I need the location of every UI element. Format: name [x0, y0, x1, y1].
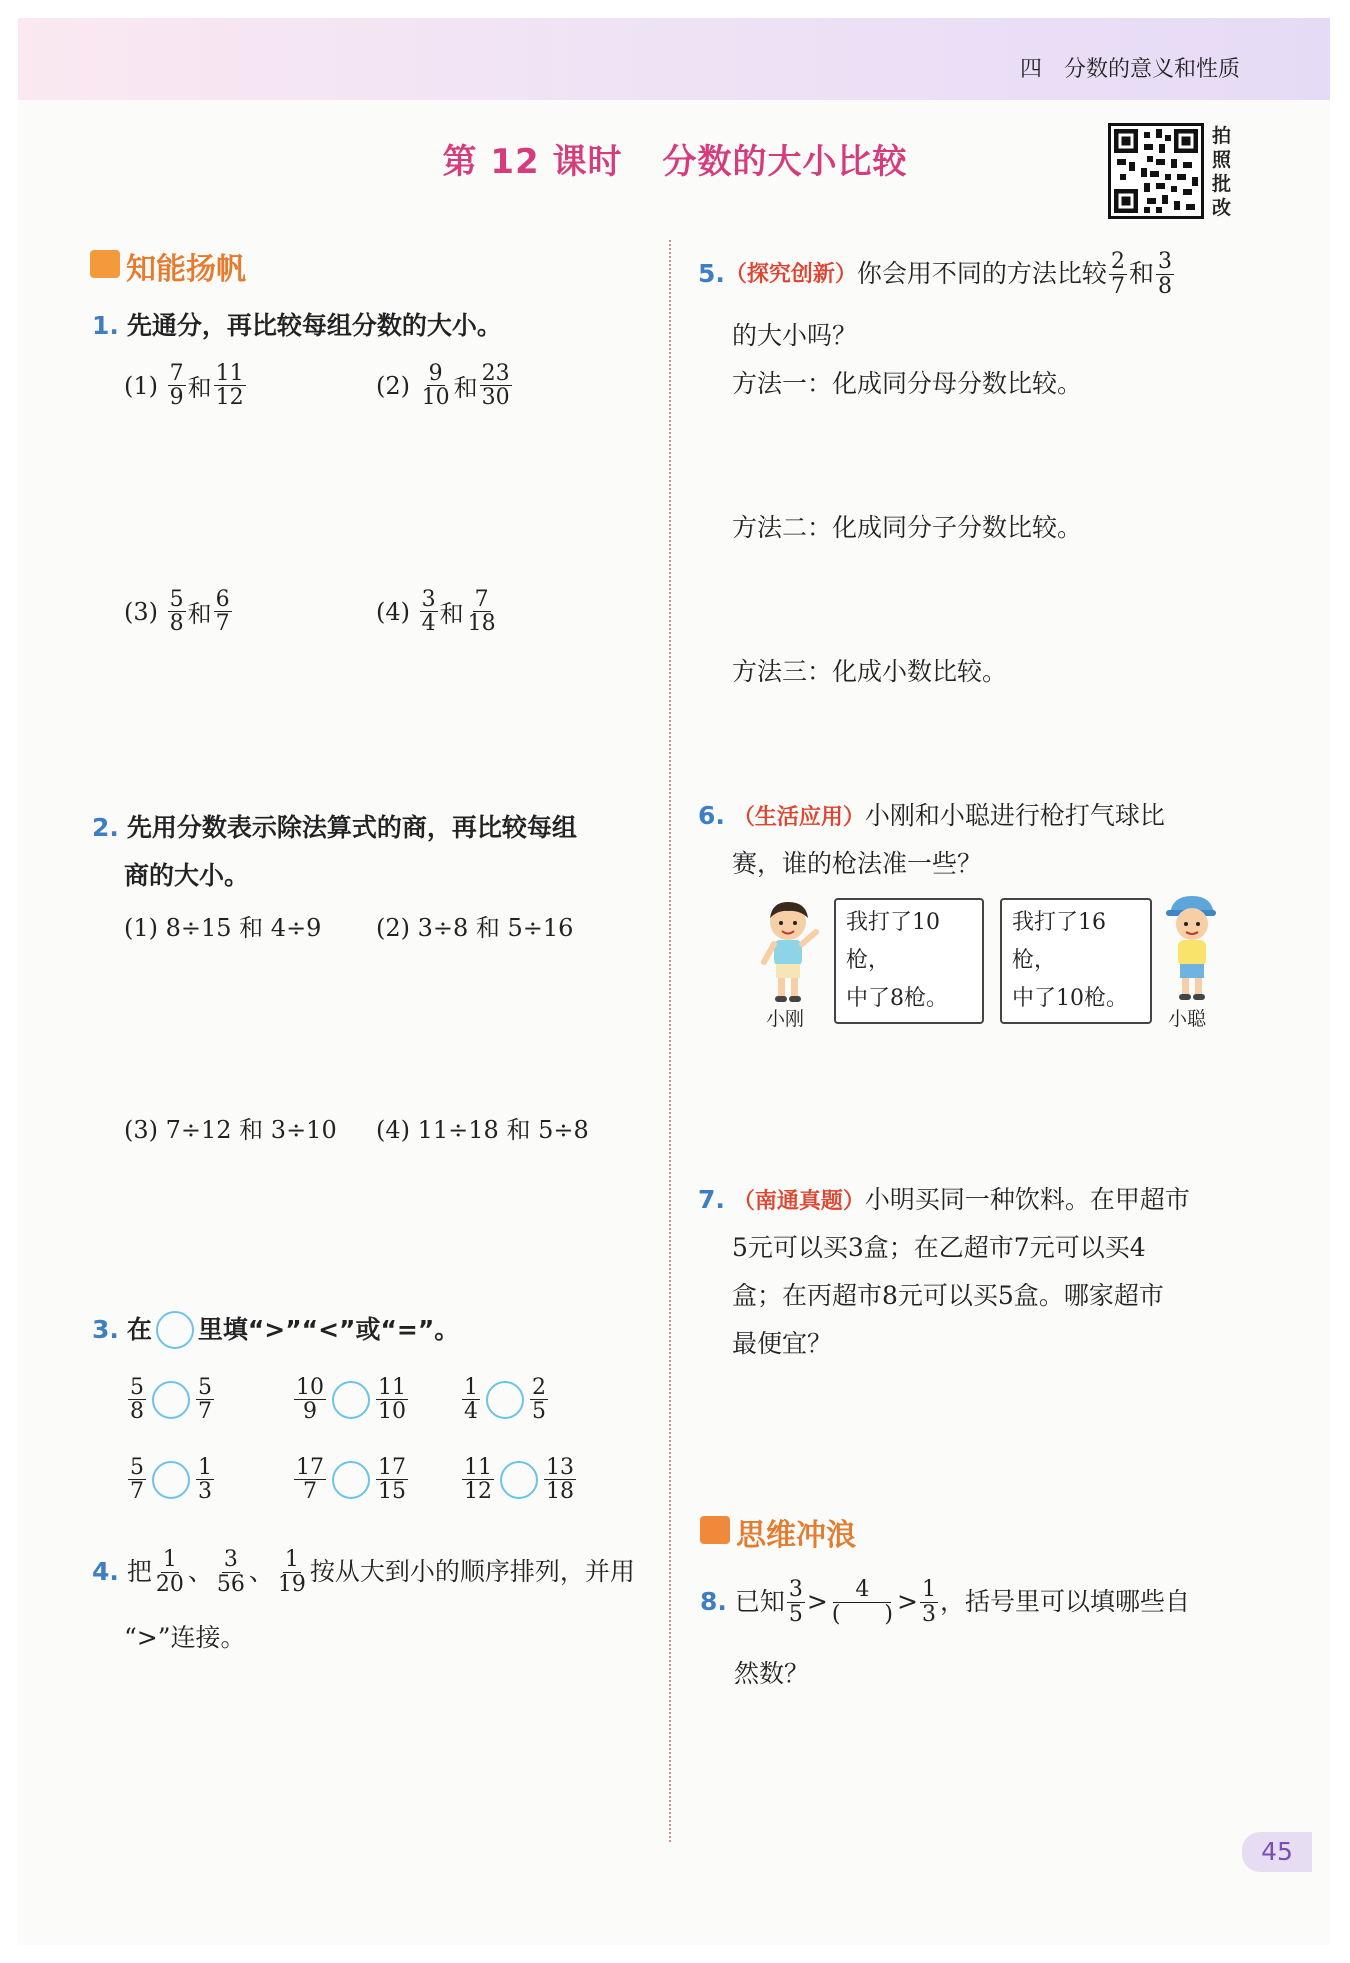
numerator: 1 [921, 1577, 936, 1603]
fraction [214, 588, 232, 635]
q1-item-4 [376, 588, 500, 635]
fraction [376, 1456, 408, 1503]
q1-prompt [92, 302, 502, 350]
section-thinking-title: 思维冲浪 [736, 1518, 856, 1553]
denominator: 8 [169, 611, 184, 637]
q6-prompt [698, 792, 1165, 841]
q3-prompt [92, 1306, 459, 1354]
denominator: 19 [277, 1571, 306, 1597]
numerator: 17 [378, 1455, 406, 1480]
speech-bubble-xiaocong [1000, 898, 1152, 1024]
compare-blank[interactable] [332, 1461, 370, 1499]
q2-number: 2. [92, 813, 119, 842]
and-word: 和 [439, 600, 464, 629]
denominator: 7 [215, 611, 230, 637]
answer-circle-icon [156, 1311, 194, 1349]
q3-post: 里填“>”“<”或“=”。 [197, 1315, 460, 1344]
item-label: (3) [124, 597, 158, 626]
numerator: 10 [296, 1375, 324, 1400]
numerator: 1 [284, 1547, 299, 1573]
q8-line2: 然数？ [734, 1659, 810, 1688]
page-number: 45 [1242, 1832, 1312, 1872]
q7-number: 7. [698, 1185, 725, 1214]
denominator: 10 [378, 1399, 406, 1425]
q3-number: 3. [92, 1315, 119, 1344]
compare-blank[interactable] [152, 1381, 190, 1419]
item-label: (1) [124, 371, 158, 400]
numerator: 2 [1110, 249, 1125, 275]
q2-prompt [92, 804, 577, 852]
numerator: 5 [130, 1455, 144, 1480]
fraction [462, 1456, 494, 1503]
denominator: 3 [198, 1479, 212, 1505]
fraction [128, 1456, 146, 1503]
q8-prompt [700, 1578, 1190, 1626]
fraction [544, 1456, 576, 1503]
qr-label-char: 改 [1212, 197, 1232, 219]
numerator: 5 [198, 1375, 212, 1400]
fraction [154, 1548, 186, 1595]
lesson-number: 第 12 课时 [442, 142, 623, 182]
fraction [787, 1578, 805, 1625]
q3-pair-5 [292, 1456, 410, 1503]
denominator: 9 [169, 385, 184, 411]
fraction [1156, 250, 1174, 297]
q6-text: 小刚和小聪进行枪打气球比 [864, 801, 1165, 830]
sail-icon [90, 250, 120, 278]
q1-text: 先通分，再比较每组分数的大小。 [126, 311, 502, 340]
q6-number: 6. [698, 801, 725, 830]
q7-line4: 最便宜？ [732, 1329, 833, 1358]
denominator: 18 [467, 611, 496, 637]
bubble-line: 我打了10枪， [846, 910, 940, 973]
q3-pair-3 [460, 1376, 550, 1423]
q3-pair-2 [292, 1376, 410, 1423]
q6-tag: （生活应用） [732, 804, 865, 830]
numerator: 2 [532, 1375, 546, 1400]
qr-label-char: 照 [1212, 149, 1232, 171]
denominator: 15 [378, 1479, 406, 1505]
denominator: 56 [216, 1571, 245, 1597]
section-basic-title: 知能扬帆 [126, 252, 246, 287]
denominator: 7 [1110, 273, 1125, 299]
q1-item-1 [124, 362, 248, 409]
numerator: 3 [223, 1547, 238, 1573]
q8-pre: 已知 [734, 1587, 785, 1616]
numerator: 11 [464, 1455, 492, 1480]
numerator: 9 [428, 361, 443, 386]
q4-line2: “>”连接。 [124, 1623, 246, 1652]
denominator: 8 [130, 1399, 144, 1425]
fraction [196, 1376, 214, 1423]
fraction [466, 588, 498, 635]
q4-post: 按从大到小的顺序排列，并用 [309, 1557, 635, 1586]
fraction [420, 362, 452, 409]
fraction [196, 1456, 214, 1503]
and-word: 和 [187, 600, 212, 629]
denominator: 8 [1157, 273, 1172, 299]
denominator: 12 [215, 385, 244, 411]
denominator: 7 [130, 1479, 144, 1505]
bubble-line: 中了10枪。 [1012, 986, 1128, 1011]
fraction [530, 1376, 548, 1423]
fraction-blank [830, 1578, 895, 1625]
q5-method1: 方法一：化成同分母分数比较。 [732, 369, 1083, 398]
and-word: 和 [187, 374, 212, 403]
fraction [376, 1376, 408, 1423]
qr-label-char: 批 [1212, 173, 1232, 195]
boy-xiaocong-illustration [1156, 890, 1228, 1004]
separator: 、 [248, 1557, 274, 1586]
denominator: 7 [198, 1399, 212, 1425]
q1-number: 1. [92, 311, 119, 340]
q5-method3: 方法三：化成小数比较。 [732, 657, 1008, 686]
fraction [480, 362, 512, 409]
fraction [294, 1376, 326, 1423]
q2-item-2: (2) 3÷8 和 5÷16 [376, 914, 574, 942]
fraction [215, 1548, 247, 1595]
compare-blank[interactable] [500, 1461, 538, 1499]
numerator: 5 [130, 1375, 144, 1400]
denominator: 12 [464, 1479, 492, 1505]
q2-item-1: (1) 8÷15 和 4÷9 [124, 914, 322, 942]
q7-line2: 5元可以买3盒；在乙超市7元可以买4 [732, 1233, 1146, 1262]
qr-label-char: 拍 [1212, 125, 1232, 147]
denominator: 5 [788, 1601, 803, 1627]
numerator: 4 [833, 1578, 891, 1602]
q3-pair-4 [126, 1456, 216, 1503]
q1-item-2 [376, 362, 514, 409]
numerator: 3 [1157, 249, 1172, 275]
q7-line3: 盒；在丙超市8元可以买5盒。哪家超市 [732, 1281, 1164, 1310]
denominator: 30 [481, 385, 510, 411]
greater-than: > [806, 1587, 828, 1616]
denominator: 3 [921, 1601, 936, 1627]
fraction [420, 588, 438, 635]
q2-line2: 商的大小。 [124, 861, 250, 890]
and-word: 和 [453, 374, 478, 403]
numerator: 5 [169, 587, 184, 612]
denominator: 4 [464, 1399, 478, 1425]
q5-method2: 方法二：化成同分子分数比较。 [732, 513, 1083, 542]
numerator: 13 [546, 1455, 574, 1480]
denominator: 7 [303, 1479, 317, 1505]
q2-line1: 先用分数表示除法算式的商，再比较每组 [126, 813, 577, 842]
q5-prompt [698, 250, 1176, 298]
greater-than: > [897, 1587, 918, 1616]
numerator: 11 [215, 361, 244, 386]
fraction [128, 1376, 146, 1423]
numerator: 7 [474, 587, 489, 612]
item-label: (4) [376, 597, 410, 626]
q7-line1: 小明买同一种饮料。在甲超市 [864, 1185, 1190, 1214]
qr-label [1212, 124, 1238, 220]
numerator: 23 [481, 361, 510, 386]
numerator: 3 [788, 1577, 803, 1603]
q1-item-3 [124, 588, 234, 635]
wave-icon [700, 1516, 730, 1544]
q5-line2: 的大小吗？ [732, 321, 858, 350]
q2-item-4: (4) 11÷18 和 5÷8 [376, 1116, 589, 1144]
bubble-line: 中了8枪。 [846, 986, 948, 1011]
compare-blank[interactable] [332, 1381, 370, 1419]
separator: 、 [187, 1557, 213, 1586]
compare-blank[interactable] [486, 1381, 524, 1419]
fraction [214, 362, 246, 409]
q4-pre: 把 [126, 1557, 152, 1586]
bubble-line: 我打了16枪， [1012, 910, 1106, 973]
compare-blank[interactable] [152, 1461, 190, 1499]
q3-pair-6 [460, 1456, 578, 1503]
fraction [462, 1376, 480, 1423]
column-divider [669, 240, 671, 1842]
q6-line2: 赛，谁的枪法准一些？ [732, 849, 983, 878]
fraction [294, 1456, 326, 1503]
numerator: 11 [378, 1375, 406, 1400]
q5-text: 你会用不同的方法比较 [856, 259, 1107, 288]
denominator: 9 [303, 1399, 317, 1425]
q3-pre: 在 [126, 1315, 152, 1344]
fraction [920, 1578, 938, 1625]
numerator: 7 [169, 361, 184, 386]
denominator: 20 [155, 1571, 184, 1597]
boy-xiaogang-illustration [754, 896, 826, 1006]
lesson-topic: 分数的大小比较 [662, 142, 908, 182]
denominator: 4 [421, 611, 436, 637]
numerator: 1 [464, 1375, 478, 1400]
chapter-header: 四 分数的意义和性质 [1019, 57, 1240, 82]
denominator: 5 [532, 1399, 546, 1425]
q7-prompt [698, 1176, 1190, 1225]
q4-prompt [92, 1548, 635, 1596]
speech-bubble-xiaogang [834, 898, 984, 1024]
qr-code-icon[interactable] [1108, 123, 1204, 219]
numerator: 1 [162, 1547, 177, 1573]
q2-item-3: (3) 7÷12 和 3÷10 [124, 1116, 337, 1144]
fraction [168, 588, 186, 635]
fraction [1109, 250, 1127, 297]
q8-post: ，括号里可以填哪些自 [939, 1587, 1190, 1616]
q5-tag: （探究创新） [724, 261, 857, 287]
fraction [168, 362, 186, 409]
numerator: 3 [421, 587, 436, 612]
q8-number: 8. [700, 1587, 727, 1616]
q7-tag: （南通真题） [732, 1188, 865, 1214]
numerator: 17 [296, 1455, 324, 1480]
q4-number: 4. [92, 1557, 119, 1586]
kid-label-xiaogang: 小刚 [766, 1008, 805, 1030]
denominator: 18 [546, 1479, 574, 1505]
item-label: (2) [376, 371, 410, 400]
denominator-blank[interactable]: ( ) [831, 1601, 893, 1627]
q5-number: 5. [698, 259, 725, 288]
numerator: 1 [198, 1455, 212, 1480]
q3-pair-1 [126, 1376, 216, 1423]
fraction [276, 1548, 308, 1595]
denominator: 10 [421, 385, 450, 411]
numerator: 6 [215, 587, 230, 612]
and-word: 和 [1128, 259, 1154, 288]
kid-label-xiaocong: 小聪 [1168, 1008, 1207, 1030]
